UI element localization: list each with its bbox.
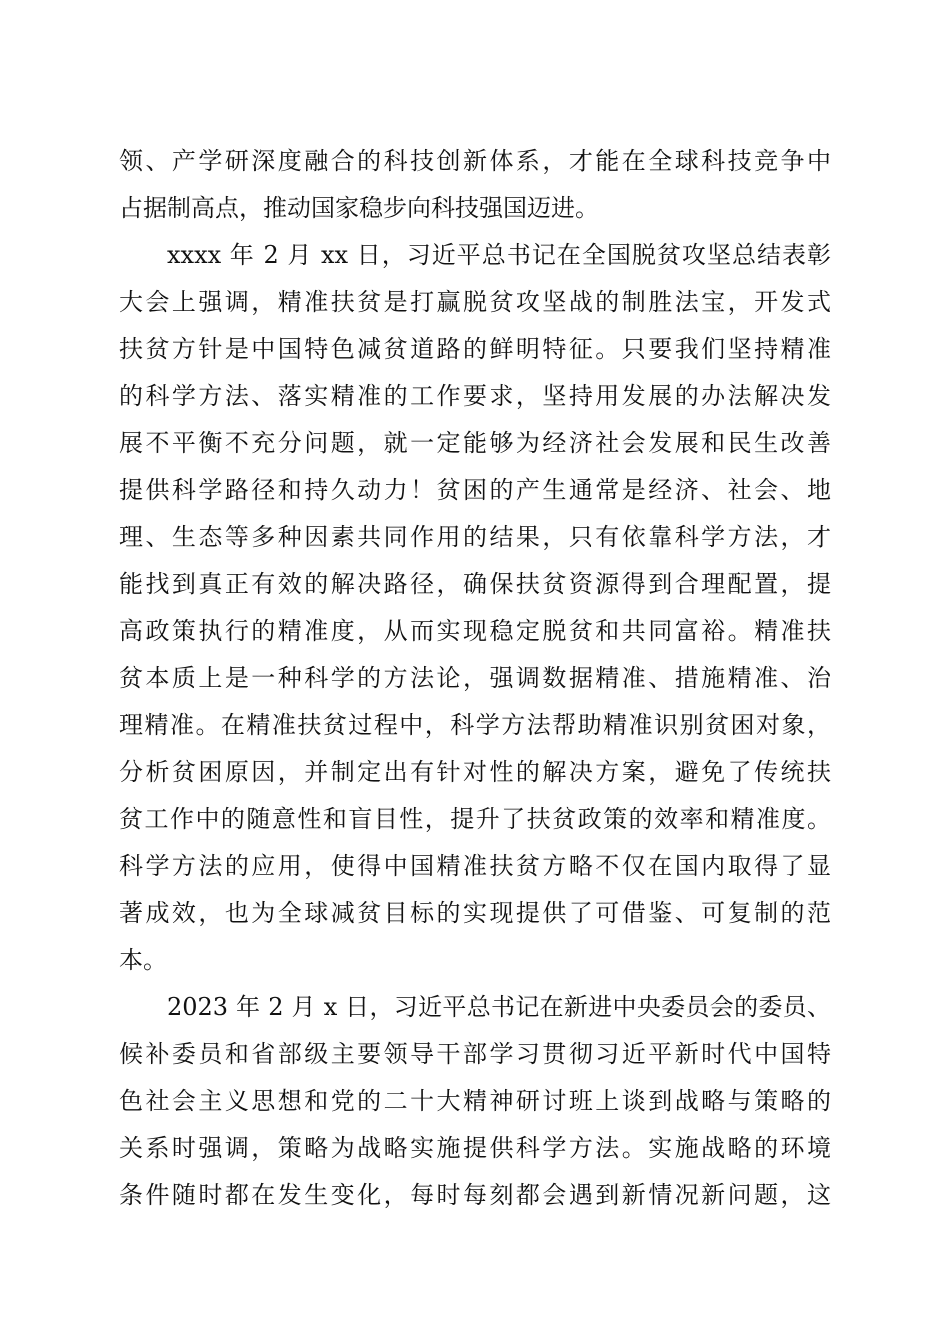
text-line: 占据制高点，推动国家稳步向科技强国迈进。 (119, 194, 599, 222)
text-line: 条件随时都在发生变化，每时每刻都会遇到新情况新问题，这 (119, 1181, 831, 1209)
text-line: 分析贫困原因，并制定出有针对性的解决方案，避免了传统扶 (119, 758, 831, 786)
text-line: 扶贫方针是中国特色减贫道路的鲜明特征。只要我们坚持精准 (119, 335, 831, 363)
text-line: 科学方法的应用，使得中国精准扶贫方略不仅在国内取得了显 (119, 852, 831, 880)
text-line: 贫本质上是一种科学的方法论，强调数据精准、措施精准、治 (119, 664, 831, 692)
text-line: 理精准。在精准扶贫过程中，科学方法帮助精准识别贫困对象， (119, 711, 831, 739)
paragraph-start-line: xxxx 年 2 月 xx 日，习近平总书记在全国脱贫攻坚总结表彰 (167, 241, 831, 269)
text-line: 的科学方法、落实精准的工作要求，坚持用发展的办法解决发 (119, 382, 831, 410)
text-line: 展不平衡不充分问题，就一定能够为经济社会发展和民生改善 (119, 429, 831, 457)
text-line: 能找到真正有效的解决路径，确保扶贫资源得到合理配置，提 (119, 570, 831, 598)
text-line: 贫工作中的随意性和盲目性，提升了扶贫政策的效率和精准度。 (119, 805, 831, 833)
text-line: 候补委员和省部级主要领导干部学习贯彻习近平新时代中国特 (119, 1040, 831, 1068)
text-line: 关系时强调，策略为战略实施提供科学方法。实施战略的环境 (119, 1134, 831, 1162)
text-line: 高政策执行的精准度，从而实现稳定脱贫和共同富裕。精准扶 (119, 617, 831, 645)
text-line: 大会上强调，精准扶贫是打赢脱贫攻坚战的制胜法宝，开发式 (119, 288, 831, 316)
text-line: 色社会主义思想和党的二十大精神研讨班上谈到战略与策略的 (119, 1087, 831, 1115)
text-line: 提供科学路径和持久动力！贫困的产生通常是经济、社会、地 (119, 476, 831, 504)
text-line: 领、产学研深度融合的科技创新体系，才能在全球科技竞争中 (119, 147, 831, 175)
text-line: 本。 (119, 946, 167, 974)
text-line: 著成效，也为全球减贫目标的实现提供了可借鉴、可复制的范 (119, 899, 831, 927)
paragraph-start-line: 2023 年 2 月 x 日，习近平总书记在新进中央委员会的委员、 (167, 993, 831, 1021)
text-line: 理、生态等多种因素共同作用的结果，只有依靠科学方法，才 (119, 523, 831, 551)
